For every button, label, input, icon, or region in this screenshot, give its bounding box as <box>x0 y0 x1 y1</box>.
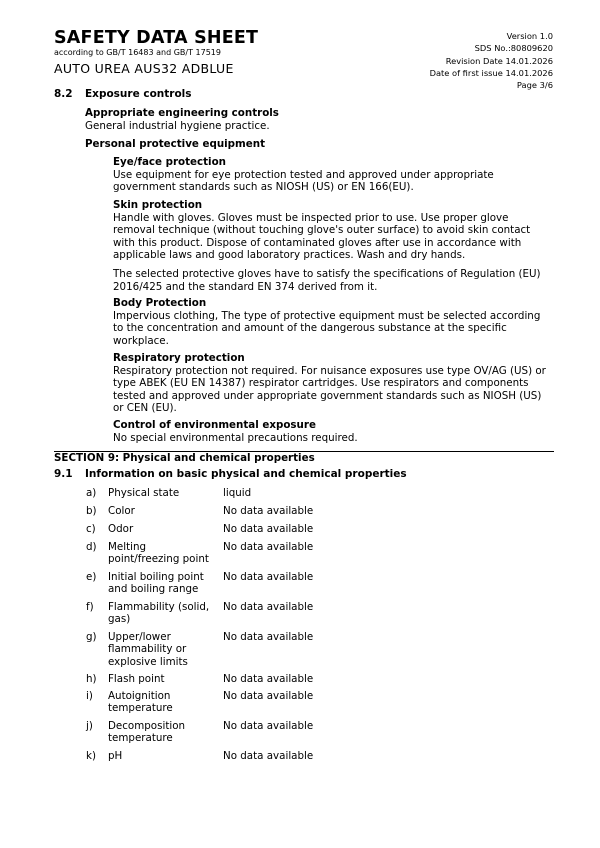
property-letter: j) <box>86 720 93 732</box>
property-name: Color <box>108 505 135 517</box>
property-value: No data available <box>223 750 314 762</box>
respiratory-protection <box>113 352 553 415</box>
property-value: No data available <box>223 523 314 535</box>
respiratory-text: Respiratory protection not required. For nuisance exposures use type OV/AG (US) or type ABEK (EU EN 14387) respirator cartridges. Use respirators and components tested and approved under appropriate government standards such as NIOSH (US) or CEN (EU). <box>113 364 546 415</box>
body-heading: Body Protection <box>113 297 207 309</box>
property-value: liquid <box>223 487 252 499</box>
page-number: Page 3/6 <box>516 80 553 91</box>
skin-text-2: The selected protective gloves have to satisfy the specifications of Regulation (EU) 2016/425 and the standard EN 374 derived from it. <box>113 267 541 293</box>
section-9-heading: SECTION 9: Physical and chemical properties <box>54 451 554 464</box>
first-issue-date: Date of first issue 14.01.2026 <box>429 67 553 78</box>
property-name: Odor <box>108 523 134 535</box>
property-value: No data available <box>223 505 314 517</box>
section-8-2-heading <box>54 88 192 100</box>
section-9-1-heading <box>54 468 407 480</box>
eye-protection <box>113 156 553 194</box>
environmental-text: No special environmental precautions required. <box>113 431 358 444</box>
property-name: Physical state <box>108 487 180 499</box>
property-value: No data available <box>223 631 314 643</box>
property-value: No data available <box>223 673 314 685</box>
property-letter: c) <box>86 523 96 535</box>
property-letter: a) <box>86 487 97 499</box>
respiratory-heading: Respiratory protection <box>113 352 245 364</box>
property-letter: d) <box>86 541 97 553</box>
document-subtitle: according to GB/T 16483 and GB/T 17519 <box>54 48 221 57</box>
property-letter: f) <box>86 601 94 613</box>
property-letter: b) <box>86 505 97 517</box>
property-value: No data available <box>223 571 314 583</box>
property-name: Upper/lower flammability or explosive limits <box>108 631 188 668</box>
property-value: No data available <box>223 541 314 553</box>
property-letter: g) <box>86 631 97 643</box>
subsection-number: 9.1 <box>54 468 73 480</box>
document-meta <box>430 30 553 91</box>
section-title: Exposure controls <box>85 88 192 100</box>
property-name: pH <box>108 750 123 762</box>
property-name: Decomposition temperature <box>108 720 186 745</box>
skin-protection <box>113 199 553 293</box>
eye-heading: Eye/face protection <box>113 156 226 168</box>
property-letter: i) <box>86 690 93 702</box>
subsection-title: Information on basic physical and chemical properties <box>85 468 407 480</box>
engineering-controls <box>85 107 555 132</box>
skin-text-1: Handle with gloves. Gloves must be inspected prior to use. Use proper glove removal technique (without touching glove's outer surface) to avoid skin contact with this product. Dispose of contaminated gloves after use in accordance with applicable laws and good laboratory practices. Wash and dry hands. <box>113 211 531 262</box>
sds-number: SDS No.:80809620 <box>474 43 553 54</box>
property-name: Flash point <box>108 673 165 685</box>
version: Version 1.0 <box>506 31 553 41</box>
property-name: Autoignition temperature <box>108 690 173 715</box>
ppe-heading: Personal protective equipment <box>85 138 266 150</box>
body-protection <box>113 297 553 347</box>
product-name: AUTO UREA AUS32 ADBLUE <box>54 61 234 76</box>
property-letter: k) <box>86 750 96 762</box>
document-title: SAFETY DATA SHEET <box>54 28 259 48</box>
engineering-text: General industrial hygiene practice. <box>85 119 270 132</box>
property-value: No data available <box>223 690 314 702</box>
property-letter: e) <box>86 571 97 583</box>
property-name: Melting point/freezing point <box>108 541 209 566</box>
property-value: No data available <box>223 601 314 613</box>
body-text: Impervious clothing, The type of protective equipment must be selected according to the concentration and amount of the dangerous substance at the specific workplace. <box>113 309 541 347</box>
engineering-heading: Appropriate engineering controls <box>85 107 279 119</box>
property-name: Flammability (solid, gas) <box>108 601 210 626</box>
environmental-heading: Control of environmental exposure <box>113 419 316 431</box>
eye-text: Use equipment for eye protection tested and approved under appropriate government standards such as NIOSH (US) or EN 166(EU). <box>113 168 494 194</box>
skin-heading: Skin protection <box>113 199 203 211</box>
revision-date: Revision Date 14.01.2026 <box>445 55 553 66</box>
property-letter: h) <box>86 673 97 685</box>
section-number: 8.2 <box>54 88 73 100</box>
environmental-exposure <box>113 419 553 444</box>
property-name: Initial boiling point and boiling range <box>108 571 204 596</box>
property-value: No data available <box>223 720 314 732</box>
